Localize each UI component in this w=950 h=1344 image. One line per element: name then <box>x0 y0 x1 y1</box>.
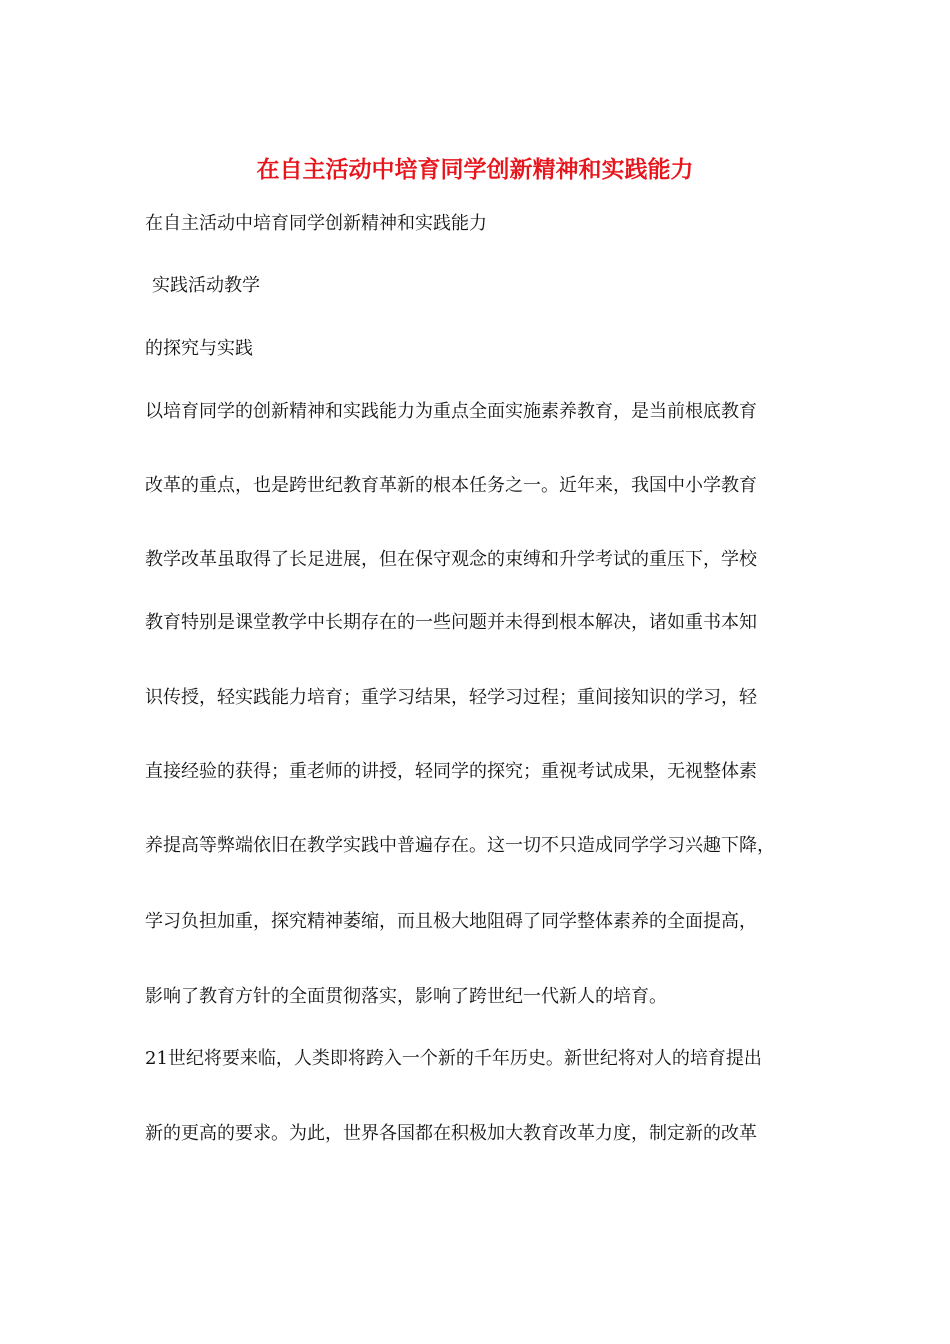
paragraph-line: 教育特别是课堂教学中长期存在的一些问题并未得到根本解决，诸如重书本知 <box>145 612 757 633</box>
section-label: 实践活动教学 <box>152 275 260 296</box>
paragraph-line: 养提高等弊端依旧在教学实践中普遍存在。这一切不只造成同学学习兴趣下降， <box>145 835 775 856</box>
paragraph-line <box>145 1047 762 1071</box>
century-number: 21 <box>145 1048 168 1069</box>
document-title: 在自主活动中培育同学创新精神和实践能力 <box>256 157 694 183</box>
paragraph-line: 直接经验的获得；重老师的讲授，轻同学的探究；重视考试成果，无视整体素 <box>145 761 757 782</box>
paragraph-line: 学习负担加重，探究精神萎缩，而且极大地阻碍了同学整体素养的全面提高， <box>145 911 757 932</box>
paragraph-line: 改革的重点，也是跨世纪教育革新的根本任务之一。近年来，我国中小学教育 <box>145 475 757 496</box>
paragraph-line: 教学改革虽取得了长足进展，但在保守观念的束缚和升学考试的重压下，学校 <box>145 549 757 570</box>
paragraph-line: 以培育同学的创新精神和实践能力为重点全面实施素养教育，是当前根底教育 <box>145 401 757 422</box>
section-label-continued: 的探究与实践 <box>145 338 253 359</box>
paragraph-line: 新的更高的要求。为此，世界各国都在积极加大教育改革力度，制定新的改革 <box>145 1123 757 1144</box>
paragraph-line-text: 世纪将要来临，人类即将跨入一个新的千年历史。新世纪将对人的培育提出 <box>167 1048 762 1069</box>
paragraph-line: 识传授，轻实践能力培育；重学习结果，轻学习过程；重间接知识的学习，轻 <box>145 687 757 708</box>
paragraph-line: 影响了教育方针的全面贯彻落实，影响了跨世纪一代新人的培育。 <box>145 986 667 1007</box>
document-subtitle: 在自主活动中培育同学创新精神和实践能力 <box>145 213 487 234</box>
